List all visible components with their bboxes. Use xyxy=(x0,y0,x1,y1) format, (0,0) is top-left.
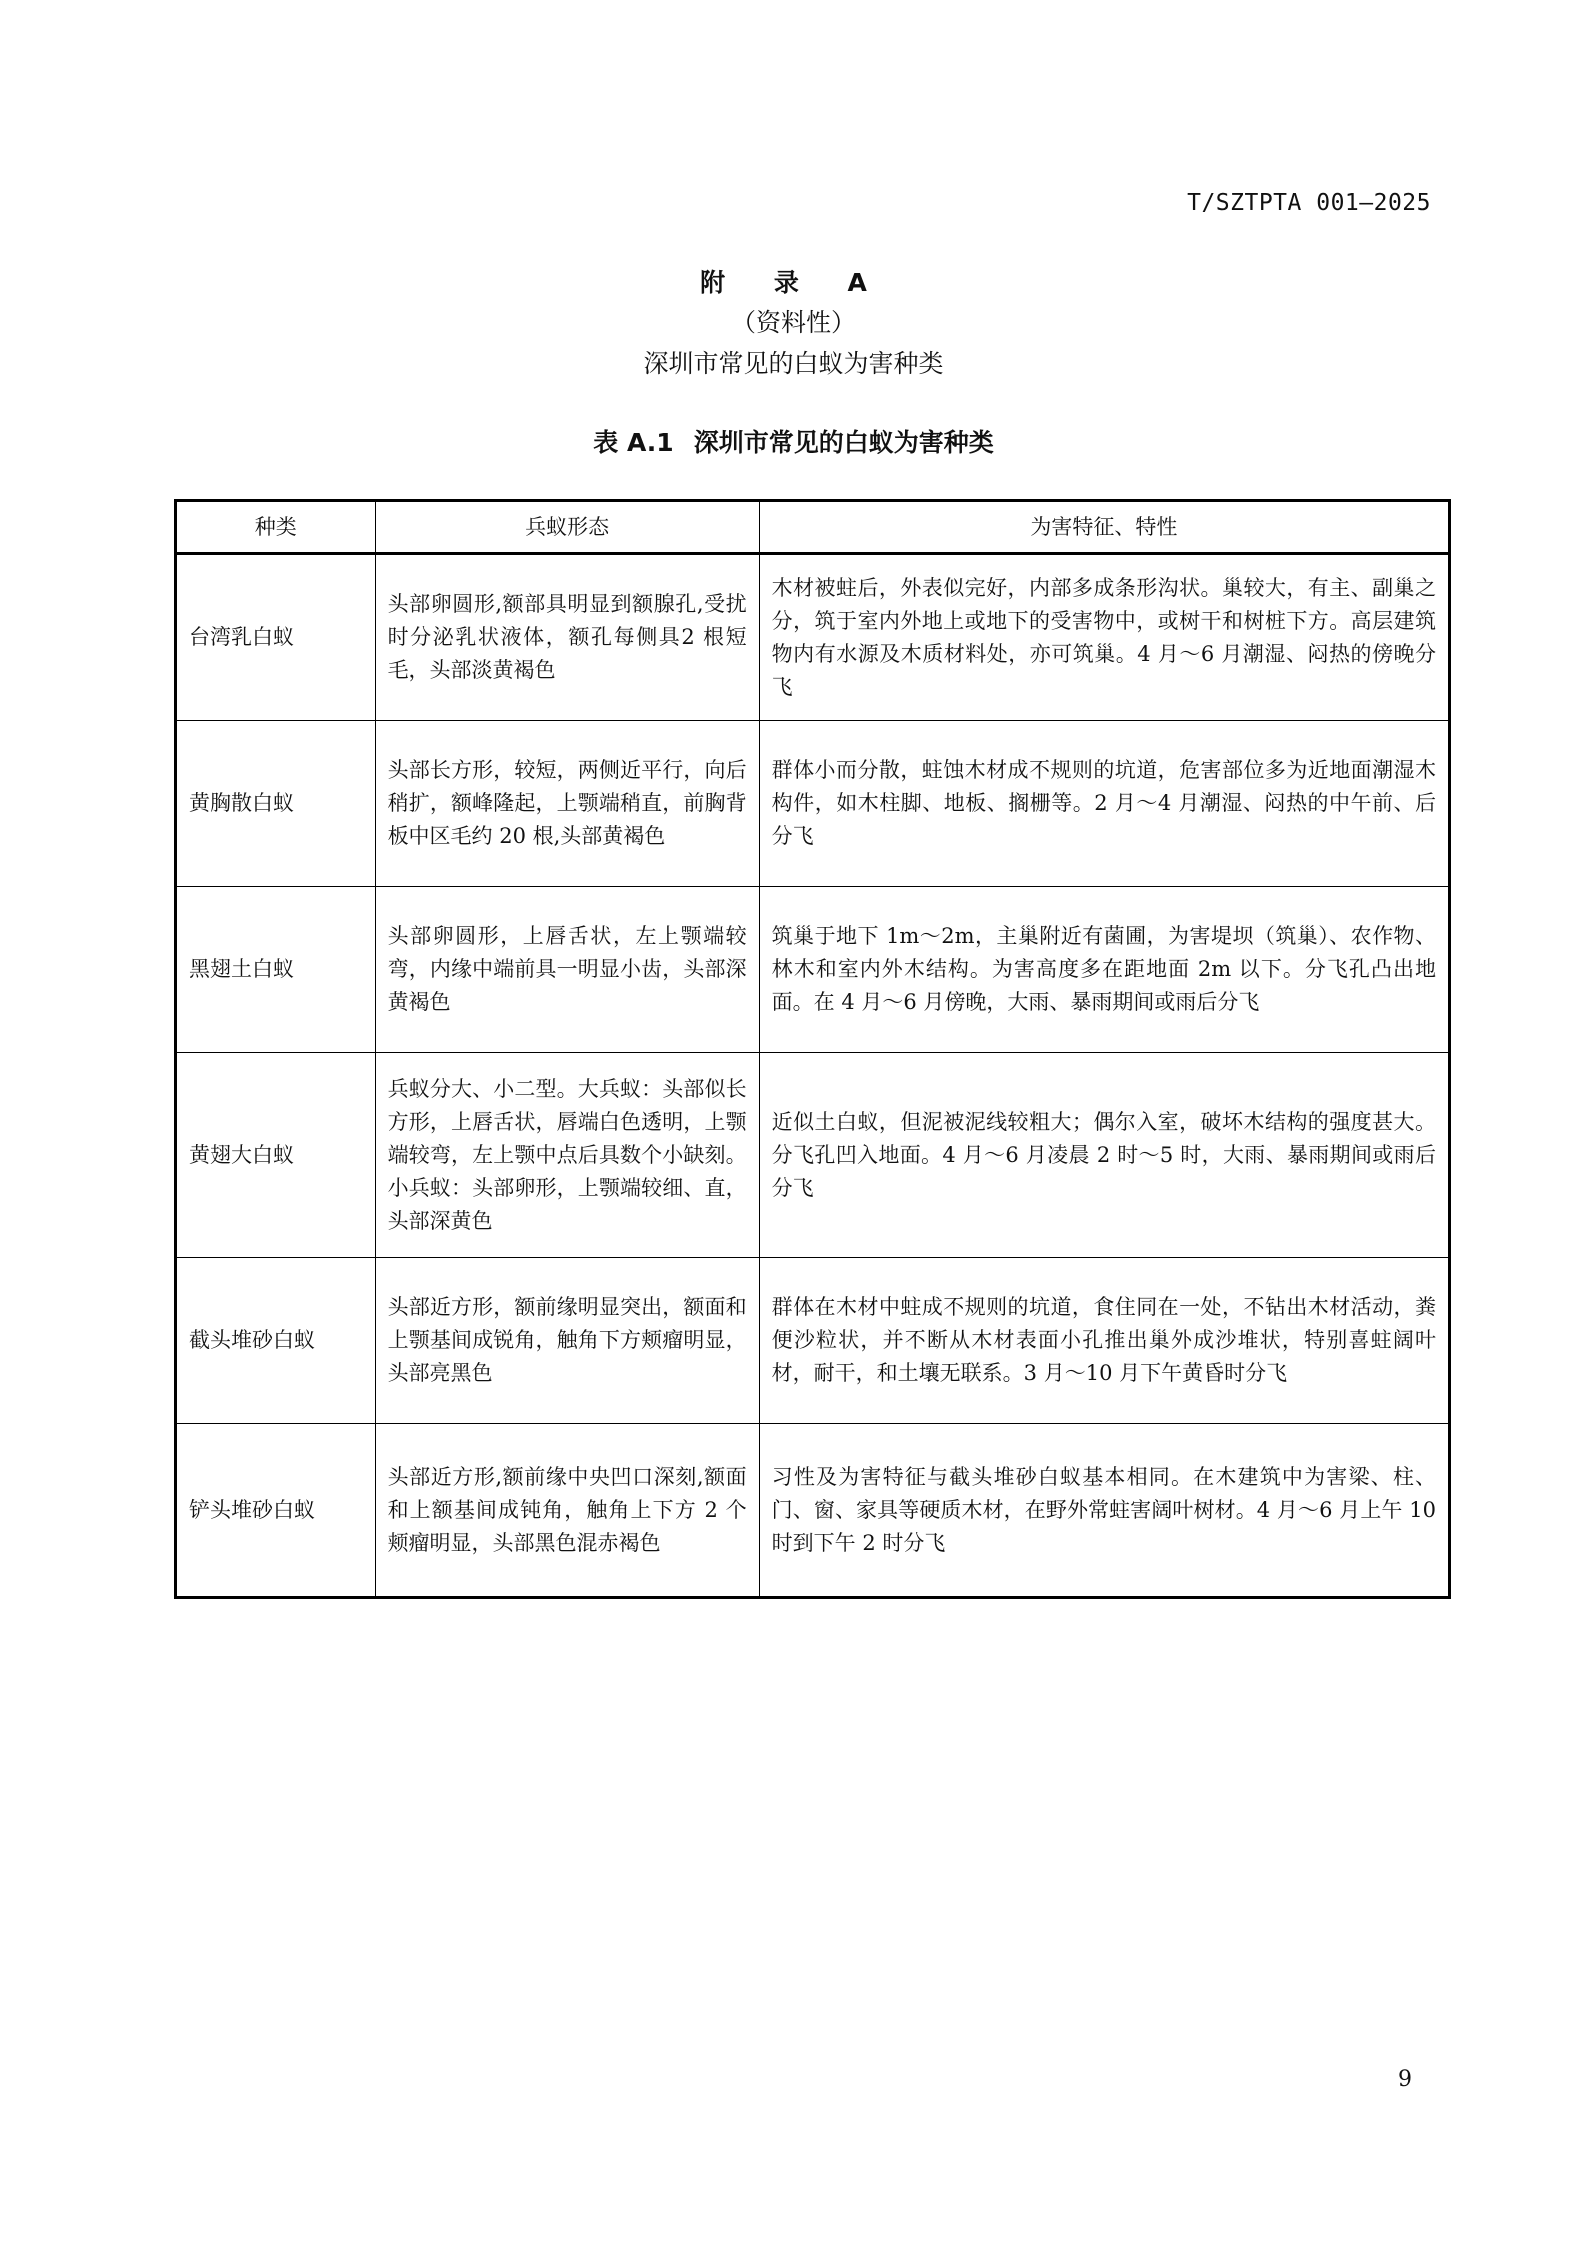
table-number: 表 A.1 xyxy=(593,428,674,457)
standard-code: T/SZTPTA 001—2025 xyxy=(1187,190,1431,216)
table-row xyxy=(176,721,1450,887)
table-row xyxy=(176,887,1450,1053)
table-row xyxy=(176,1424,1450,1598)
appendix-nature: （资料性） xyxy=(730,308,856,337)
table-caption-text: 深圳市常见的白蚁为害种类 xyxy=(693,428,994,457)
column-header-species: 种类 xyxy=(176,501,376,554)
column-header-soldier-morphology: 兵蚁形态 xyxy=(375,501,759,554)
soldier-morphology-cell: 头部近方形，额前缘明显突出，额面和上颚基间成锐角，触角下方颊瘤明显，头部亮黑色 xyxy=(375,1258,759,1424)
appendix-title: 深圳市常见的白蚁为害种类 xyxy=(643,349,944,378)
damage-traits-cell: 木材被蛀后，外表似完好，内部多成条形沟状。巢较大，有主、副巢之分，筑于室内外地上或地下的受害物中，或树干和树桩下方。高层建筑物内有水源及木质材料处，亦可筑巢。4 月～6 月潮湿、闷热的傍晚分飞 xyxy=(759,554,1449,721)
soldier-morphology-cell: 头部近方形,额前缘中央凹口深刻,额面和上额基间成钝角，触角上下方 2 个颊瘤明显，头部黑色混赤褐色 xyxy=(375,1424,759,1598)
species-cell: 铲头堆砂白蚁 xyxy=(176,1424,376,1598)
soldier-morphology-cell: 头部长方形，较短，两侧近平行，向后稍扩，额峰隆起，上颚端稍直，前胸背板中区毛约 20 根,头部黄褐色 xyxy=(375,721,759,887)
species-cell: 截头堆砂白蚁 xyxy=(176,1258,376,1424)
damage-traits-cell: 群体在木材中蛀成不规则的坑道，食住同在一处，不钻出木材活动，粪便沙粒状，并不断从木材表面小孔推出巢外成沙堆状，特别喜蛀阔叶材，耐干，和土壤无联系。3 月～10 月下午黄昏时分飞 xyxy=(759,1258,1449,1424)
soldier-morphology-cell: 头部卵圆形，上唇舌状，左上颚端较弯，内缘中端前具一明显小齿，头部深黄褐色 xyxy=(375,887,759,1053)
table-caption xyxy=(0,423,1587,459)
species-cell: 台湾乳白蚁 xyxy=(176,554,376,721)
appendix-label: 附 录 A xyxy=(700,268,887,297)
species-cell: 黄翅大白蚁 xyxy=(176,1053,376,1258)
damage-traits-cell: 群体小而分散，蛀蚀木材成不规则的坑道，危害部位多为近地面潮湿木构件，如木柱脚、地板、搁栅等。2 月～4 月潮湿、闷热的中午前、后分飞 xyxy=(759,721,1449,887)
termite-species-table xyxy=(174,499,1451,1599)
damage-traits-cell: 筑巢于地下 1m～2m，主巢附近有菌圃，为害堤坝（筑巢）、农作物、林木和室内外木结构。为害高度多在距地面 2m 以下。分飞孔凸出地面。在 4 月～6 月傍晚，大雨、暴雨期间或雨后分飞 xyxy=(759,887,1449,1053)
species-cell: 黄胸散白蚁 xyxy=(176,721,376,887)
table-row xyxy=(176,1053,1450,1258)
soldier-morphology-cell: 头部卵圆形,额部具明显到额腺孔,受扰时分泌乳状液体，额孔每侧具2 根短毛，头部淡黄褐色 xyxy=(375,554,759,721)
column-header-damage-traits: 为害特征、特性 xyxy=(759,501,1449,554)
table-row xyxy=(176,554,1450,721)
species-cell: 黑翅土白蚁 xyxy=(176,887,376,1053)
page-number: 9 xyxy=(1398,2067,1412,2092)
soldier-morphology-cell: 兵蚁分大、小二型。大兵蚁：头部似长方形，上唇舌状，唇端白色透明，上颚端较弯，左上颚中点后具数个小缺刻。小兵蚁：头部卵形，上颚端较细、直，头部深黄色 xyxy=(375,1053,759,1258)
table-header-row xyxy=(176,501,1450,554)
damage-traits-cell: 近似土白蚁，但泥被泥线较粗大；偶尔入室，破坏木结构的强度甚大。分飞孔凹入地面。4 月～6 月凌晨 2 时～5 时，大雨、暴雨期间或雨后分飞 xyxy=(759,1053,1449,1258)
table-row xyxy=(176,1258,1450,1424)
damage-traits-cell: 习性及为害特征与截头堆砂白蚁基本相同。在木建筑中为害梁、柱、门、窗、家具等硬质木材，在野外常蛀害阔叶树材。4 月～6 月上午 10 时到下午 2 时分飞 xyxy=(759,1424,1449,1598)
